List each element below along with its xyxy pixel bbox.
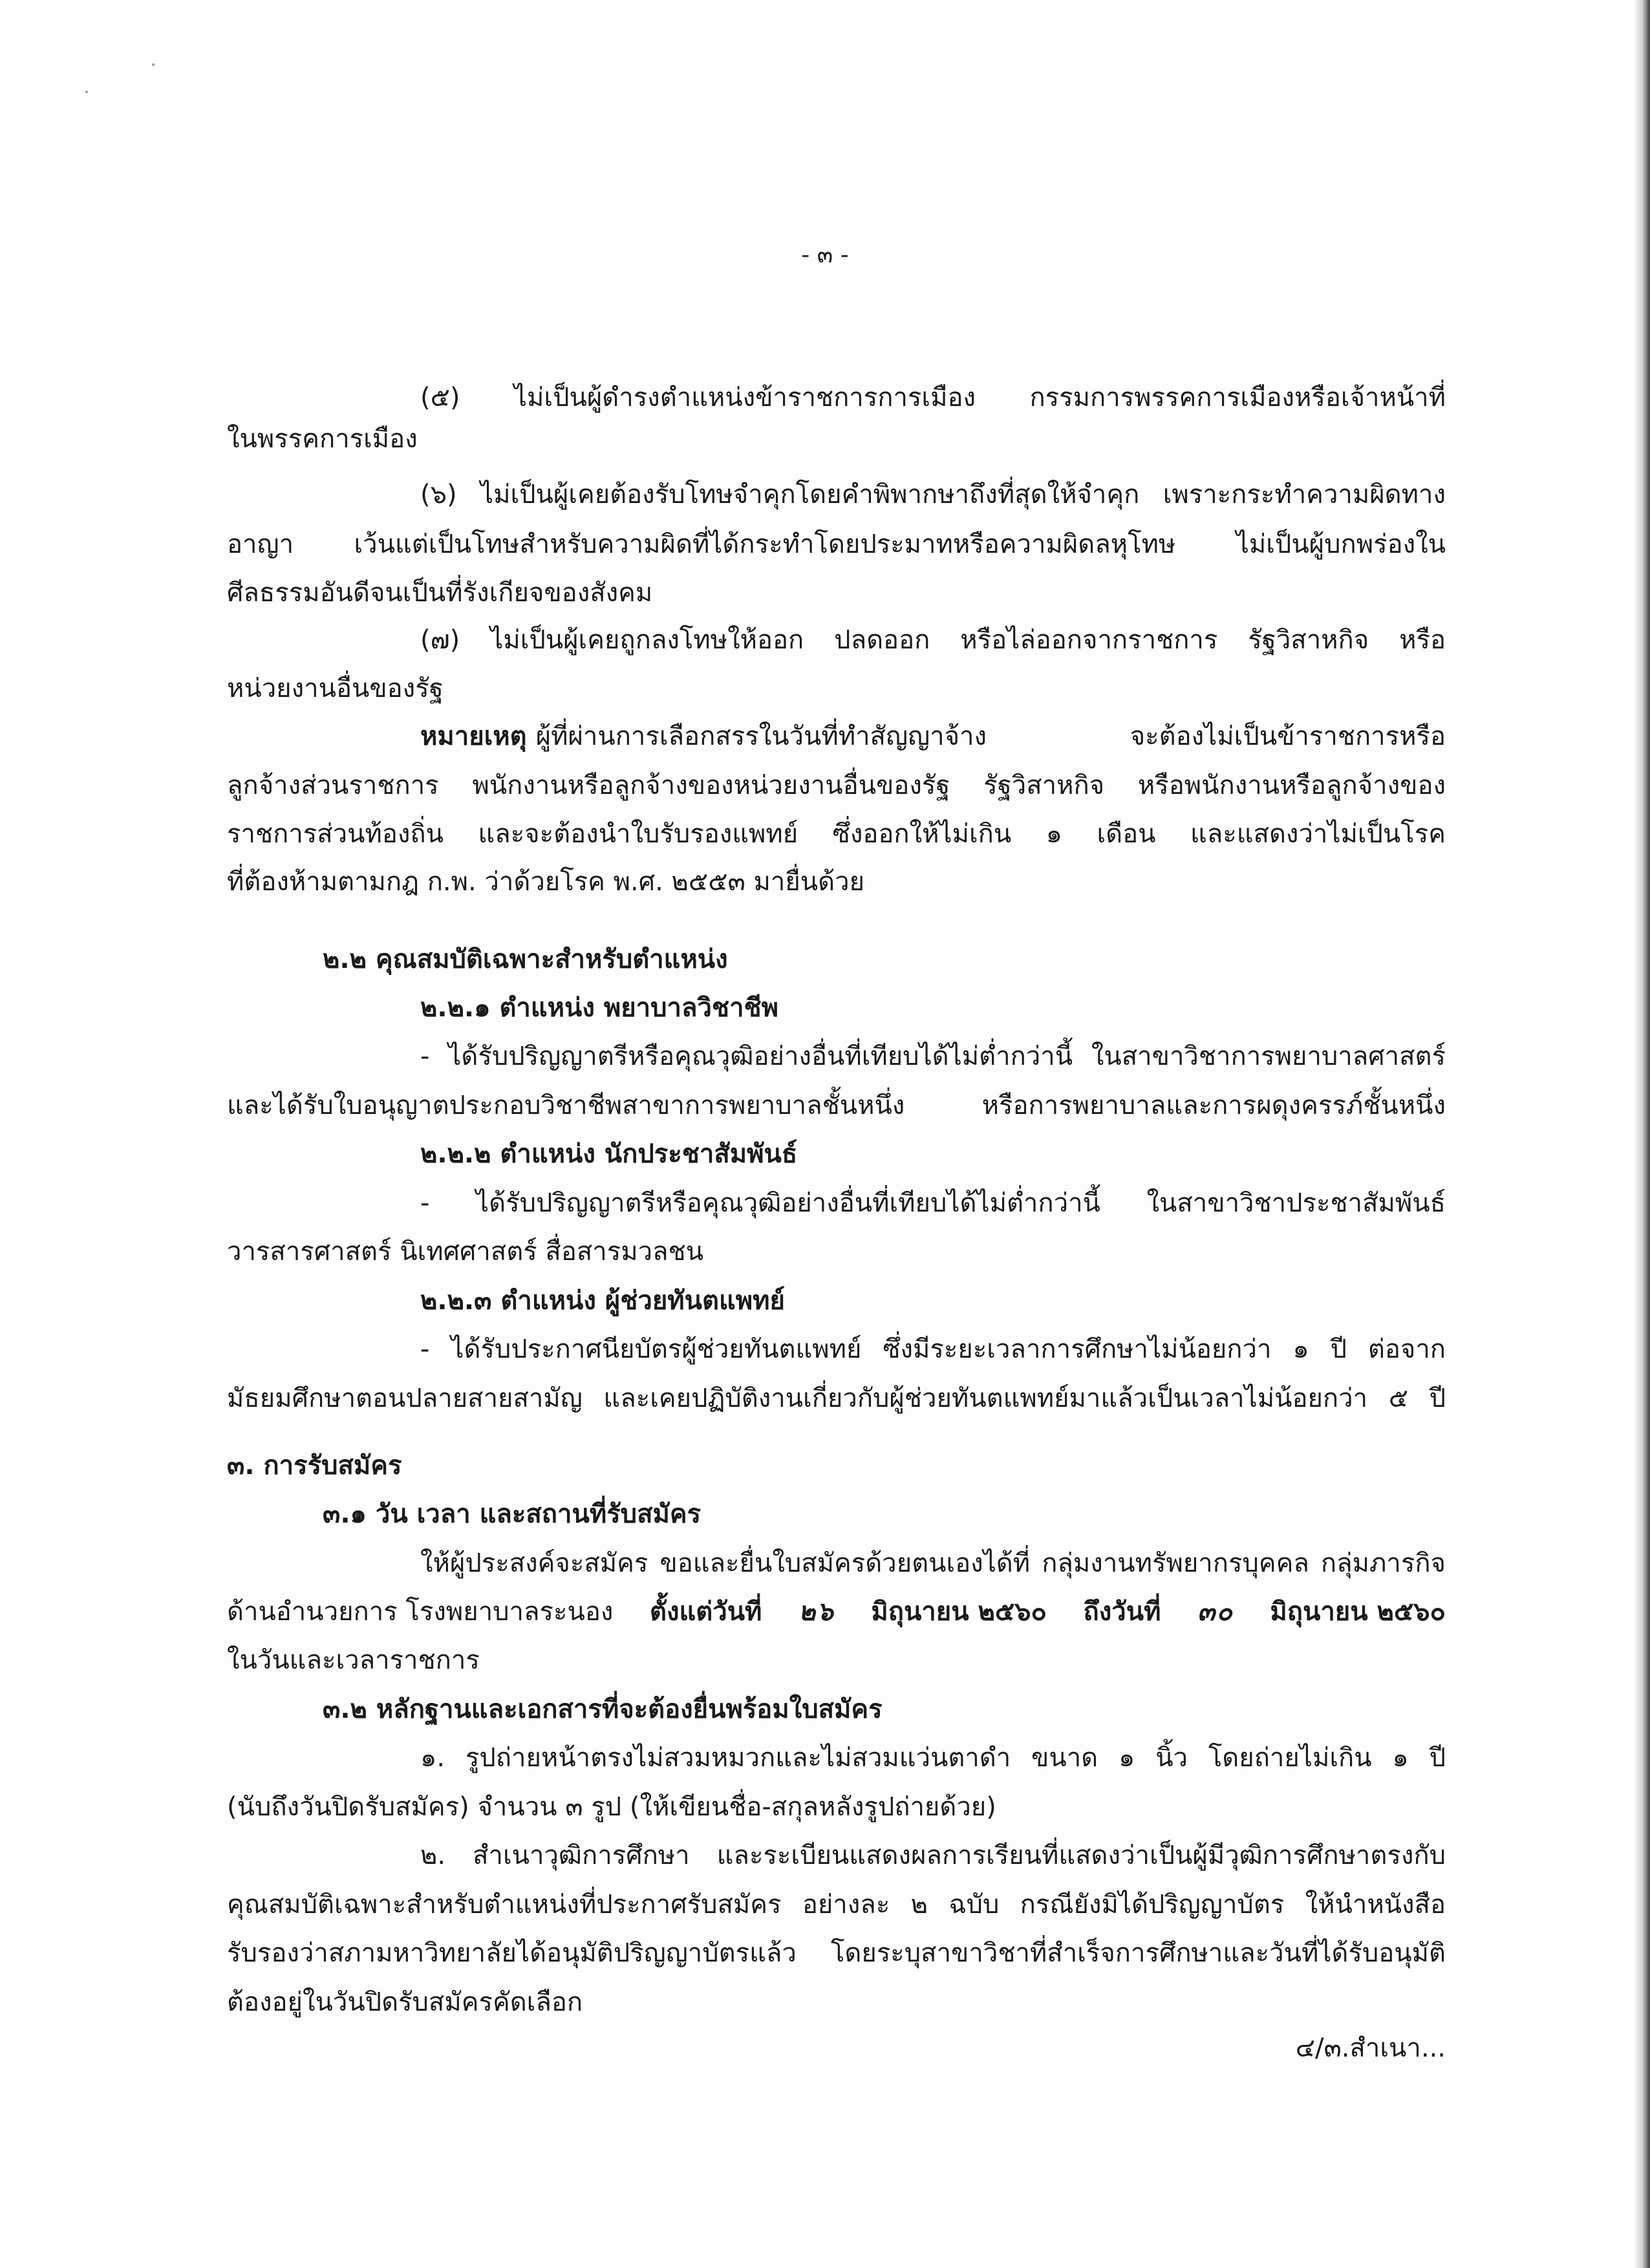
paragraph-line: มัธยมศึกษาตอนปลายสายสามัญ และเคยปฏิบัติงานเกี่ยวกับผู้ช่วยทันตแพทย์มาแล้วเป็นเวลาไม่น้อยกว่า ๕ ปี	[227, 1384, 1446, 1413]
subsection-heading: ๒.๒.๑ ตำแหน่ง พยาบาลวิชาชีพ	[420, 993, 779, 1023]
note-text: ผู้ที่ผ่านการเลือกสรรในวันที่ทำสัญญาจ้าง จะต้องไม่เป็นข้าราชการหรือ	[535, 722, 1446, 751]
end-date-label: ถึงวันที่	[1083, 1597, 1161, 1627]
paragraph-line: (๕) ไม่เป็นผู้ดำรงตำแหน่งข้าราชการการเมือง กรรมการพรรคการเมืองหรือเจ้าหน้าที่	[420, 383, 1446, 412]
paragraph-line: ๒. สำเนาวุฒิการศึกษา และระเบียนแสดงผลการเรียนที่แสดงว่าเป็นผู้มีวุฒิการศึกษาตรงกับ	[420, 1841, 1446, 1870]
paragraph-line: - ได้รับประกาศนียบัตรผู้ช่วยทันตแพทย์ ซึ่งมีระยะเวลาการศึกษาไม่น้อยกว่า ๑ ปี ต่อจาก	[420, 1334, 1446, 1364]
paragraph-line: วารสารศาสตร์ นิเทศศาสตร์ สื่อสารมวลชน	[227, 1237, 704, 1267]
start-date-label: ตั้งแต่วันที่	[649, 1597, 762, 1627]
start-date-month: มิถุนายน ๒๕๖๐	[871, 1597, 1047, 1627]
paragraph-line: รับรองว่าสภามหาวิทยาลัยได้อนุมัติปริญญาบัตรแล้ว โดยระบุสาขาวิชาที่สำเร็จการศึกษาและวันที่ได้รับอนุมัติ	[227, 1938, 1446, 1968]
subsection-heading: ๒.๒.๓ ตำแหน่ง ผู้ช่วยทันตแพทย์	[420, 1286, 785, 1316]
paragraph-line: อาญา เว้นแต่เป็นโทษสำหรับความผิดที่ได้กระทำโดยประมาทหรือความผิดลหุโทษ ไม่เป็นผู้บกพร่องใน	[227, 530, 1446, 559]
page-number: - ๓ -	[801, 242, 849, 268]
scan-speck	[152, 63, 155, 66]
paragraph-line: (๗) ไม่เป็นผู้เคยถูกลงโทษให้ออก ปลดออก หรือไล่ออกจากราชการ รัฐวิสาหกิจ หรือ	[420, 625, 1446, 655]
application-dates-line	[227, 1591, 1446, 1632]
paragraph-line: ต้องอยู่ในวันปิดรับสมัครคัดเลือก	[227, 1987, 583, 2017]
paragraph-line: ศีลธรรมอันดีจนเป็นที่รังเกียจของสังคม	[227, 578, 653, 608]
dates-prefix: ด้านอำนวยการ โรงพยาบาลระนอง	[227, 1597, 614, 1627]
paragraph-line: คุณสมบัติเฉพาะสำหรับตำแหน่งที่ประกาศรับสมัคร อย่างละ ๒ ฉบับ กรณียังมิได้ปริญญาบัตร ให้นำหนังสือ	[227, 1890, 1446, 1920]
paragraph-line: ราชการส่วนท้องถิ่น และจะต้องนำใบรับรองแพทย์ ซึ่งออกให้ไม่เกิน ๑ เดือน และแสดงว่าไม่เป็นโรค	[227, 819, 1446, 849]
handwritten-start-day: ๒๖	[798, 1596, 835, 1627]
paragraph-line: (นับถึงวันปิดรับสมัคร) จำนวน ๓ รูป (ให้เขียนชื่อ-สกุลหลังรูปถ่ายด้วย)	[227, 1792, 996, 1822]
scan-speck	[85, 91, 88, 93]
paragraph-line: (๖) ไม่เป็นผู้เคยต้องรับโทษจำคุกโดยคำพิพากษาถึงที่สุดให้จำคุก เพราะกระทำความผิดทาง	[420, 480, 1446, 509]
paragraph-line: ในวันและเวลาราชการ	[227, 1645, 480, 1675]
handwritten-end-day: ๓๐	[1197, 1596, 1234, 1627]
paragraph-line: - ได้รับปริญญาตรีหรือคุณวุฒิอย่างอื่นที่เทียบได้ไม่ต่ำกว่านี้ ในสาขาวิชาประชาสัมพันธ์	[420, 1188, 1446, 1218]
note-label: หมายเหตุ	[420, 722, 527, 751]
paragraph-line: และได้รับใบอนุญาตประกอบวิชาชีพสาขาการพยาบาลชั้นหนึ่ง หรือการพยาบาลและการผดุงครรภ์ชั้นหนึ่ง	[227, 1091, 1446, 1120]
paragraph-line: ที่ต้องห้ามตามกฎ ก.พ. ว่าด้วยโรค พ.ศ. ๒๕๕๓ มายื่นด้วย	[227, 867, 865, 897]
paragraph-line: - ได้รับปริญญาตรีหรือคุณวุฒิอย่างอื่นที่เทียบได้ไม่ต่ำกว่านี้ ในสาขาวิชาการพยาบาลศาสตร์	[420, 1042, 1446, 1071]
subsection-heading: ๓.๒ หลักฐานและเอกสารที่จะต้องยื่นพร้อมใบสมัคร	[323, 1695, 883, 1724]
section-heading: ๒.๒ คุณสมบัติเฉพาะสำหรับตำแหน่ง	[323, 945, 728, 974]
subsection-heading: ๒.๒.๒ ตำแหน่ง นักประชาสัมพันธ์	[420, 1139, 798, 1169]
note-line	[420, 716, 1446, 757]
paragraph-line: หน่วยงานอื่นของรัฐ	[227, 674, 444, 703]
end-date-month: มิถุนายน ๒๕๖๐	[1270, 1597, 1446, 1627]
subsection-heading: ๓.๑ วัน เวลา และสถานที่รับสมัคร	[323, 1499, 702, 1529]
section-heading: ๓. การรับสมัคร	[227, 1451, 402, 1481]
paragraph-line: ๑. รูปถ่ายหน้าตรงไม่สวมหมวกและไม่สวมแว่นตาดำ ขนาด ๑ นิ้ว โดยถ่ายไม่เกิน ๑ ปี	[420, 1743, 1446, 1773]
scan-edge-shadow	[1633, 0, 1650, 2268]
paragraph-line: ลูกจ้างส่วนราชการ พนักงานหรือลูกจ้างของหน่วยงานอื่นของรัฐ รัฐวิสาหกิจ หรือพนักงานหรือลูกจ้างของ	[227, 771, 1446, 800]
continuation-note: ๔/๓.สำเนา...	[1295, 2033, 1446, 2063]
paragraph-line: ให้ผู้ประสงค์จะสมัคร ขอและยื่นใบสมัครด้วยตนเองได้ที่ กลุ่มงานทรัพยากรบุคคล กลุ่มภารกิจ	[420, 1548, 1446, 1578]
paragraph-line: ในพรรคการเมือง	[227, 424, 418, 454]
